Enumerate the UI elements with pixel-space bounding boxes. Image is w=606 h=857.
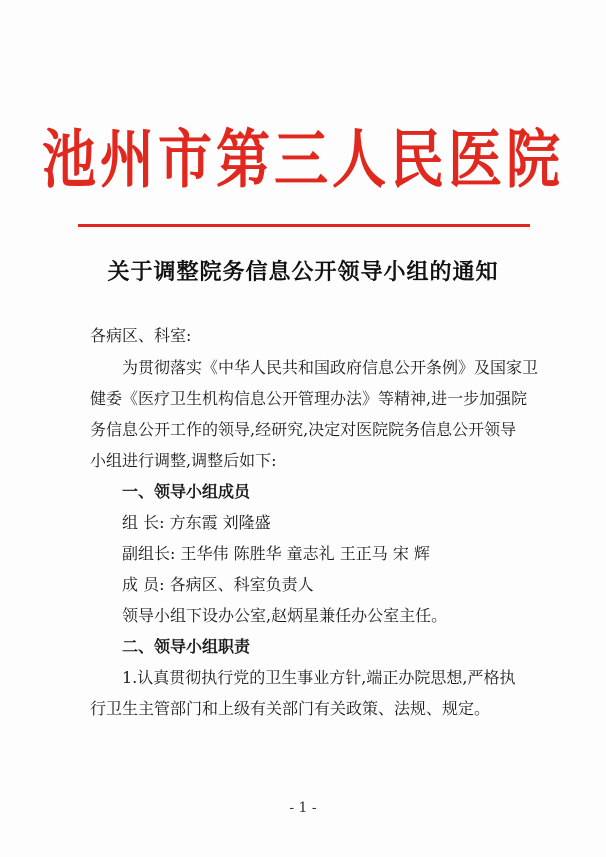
paragraph-line: 小组进行调整,调整后如下: [90,451,277,470]
leader-line: 组 长: 方东霞 刘隆盛 [122,513,271,532]
page-number: - 1 - [289,800,317,816]
notice-title: 关于调整院务信息公开领导小组的通知 [107,259,499,285]
salutation: 各病区、科室: [90,326,192,345]
header-red-rule [78,224,530,227]
office-line: 领导小组下设办公室,赵炳星兼任办公室主任。 [122,606,448,625]
section-heading: 一、领导小组成员 [122,482,251,501]
duty-line: 1.认真贯彻执行党的卫生事业方针,端正办院思想,严格执 [122,668,516,687]
paragraph-line: 务信息公开工作的领导,经研究,决定对医院院务信息公开领导 [90,420,517,439]
member-line: 成 员: 各病区、科室负责人 [122,575,314,594]
deputy-leader-line: 副组长: 王华伟 陈胜华 童志礼 王正马 宋 辉 [122,544,430,563]
paragraph-line: 健委《医疗卫生机构信息公开管理办法》等精神,进一步加强院 [90,389,528,408]
document-header-org-name: 池州市第三人民医院 [42,121,564,197]
duty-line: 行卫生主管部门和上级有关部门有关政策、法规、规定。 [90,699,491,718]
section-heading: 二、领导小组职责 [122,637,251,656]
paragraph-line: 为贯彻落实《中华人民共和国政府信息公开条例》及国家卫 [122,358,539,377]
